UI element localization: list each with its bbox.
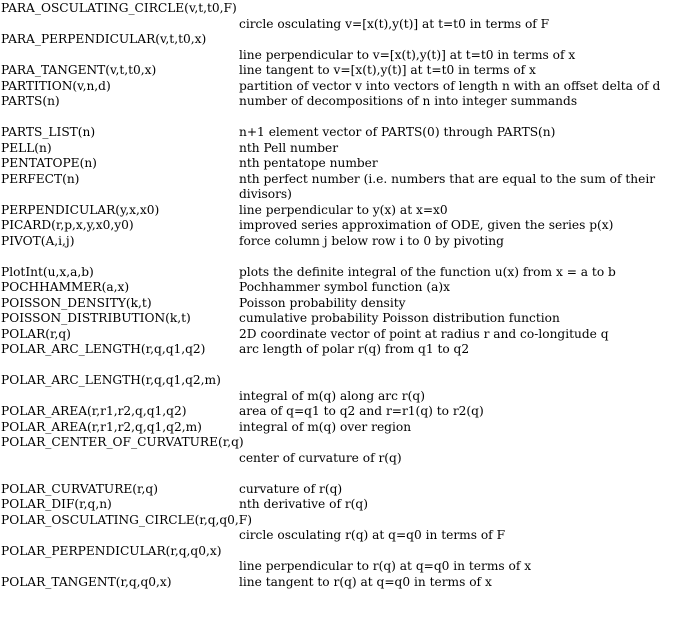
function-signature: PlotInt(u,x,a,b) (1, 264, 94, 279)
function-description: partition of vector v into vectors of length n with an offset delta of d (239, 78, 661, 93)
function-entry (1, 79, 689, 95)
function-description: nth derivative of r(q) (239, 497, 368, 511)
function-entry (1, 373, 689, 404)
function-signature: PARTITION(v,n,d) (1, 78, 111, 93)
function-description: line perpendicular to r(q) at q=q0 in terms of x (239, 559, 532, 573)
function-description: circle osculating v=[x(t),y(t)] at t=t0 in terms of F (239, 16, 550, 31)
function-entry (1, 575, 689, 591)
function-signature: PELL(n) (1, 140, 52, 155)
function-entry (1, 94, 689, 110)
function-signature: PARA_OSCULATING_CIRCLE(v,t,t0,F) (1, 1, 237, 15)
function-signature: POISSON_DISTRIBUTION(k,t) (1, 311, 191, 325)
function-entry (1, 311, 689, 327)
function-entry (1, 234, 689, 250)
function-signature: PARTS_LIST(n) (1, 125, 96, 139)
function-signature: POISSON_DENSITY(k,t) (1, 295, 152, 310)
function-description: Pochhammer symbol function (a)x (239, 280, 451, 294)
function-description: arc length of polar r(q) from q1 to q2 (239, 342, 470, 356)
function-entry (1, 218, 689, 234)
function-description: nth pentatope number (239, 156, 378, 170)
function-signature: PARA_PERPENDICULAR(v,t,t0,x) (1, 32, 207, 46)
function-description: nth Pell number (239, 140, 339, 155)
function-entry (1, 296, 689, 312)
function-signature: PICARD(r,p,x,y,x0,y0) (1, 218, 134, 232)
function-entry (1, 203, 689, 219)
function-description: center of curvature of r(q) (239, 450, 402, 465)
function-description: circle osculating r(q) at q=q0 in terms of F (239, 528, 506, 542)
function-description: line perpendicular to v=[x(t),y(t)] at t=t0 in terms of x (239, 47, 576, 62)
function-entry (1, 497, 689, 513)
function-entry (1, 327, 689, 343)
function-entry (1, 544, 689, 575)
function-description: plots the definite integral of the function u(x) from x = a to b (239, 264, 616, 279)
function-description: n+1 element vector of PARTS(0) through PARTS(n) (239, 125, 556, 139)
function-signature: POLAR_CENTER_OF_CURVATURE(r,q) (1, 435, 244, 449)
function-signature: POCHHAMMER(a,x) (1, 280, 130, 294)
function-signature: POLAR_AREA(r,r1,r2,q,q1,q2) (1, 404, 187, 418)
function-description: line perpendicular to y(x) at x=x0 (239, 202, 448, 217)
function-signature: POLAR_CURVATURE(r,q) (1, 481, 158, 496)
function-description: Poisson probability density (239, 295, 406, 310)
function-description: number of decompositions of n into integer summands (239, 94, 578, 108)
function-reference-list (1, 1, 689, 590)
function-signature: POLAR_PERPENDICULAR(r,q,q0,x) (1, 543, 222, 558)
function-description: integral of m(q) over region (239, 419, 412, 434)
function-signature: PERPENDICULAR(y,x,x0) (1, 202, 160, 217)
function-signature: POLAR(r,q) (1, 326, 71, 341)
function-entry (1, 342, 689, 358)
function-signature: POLAR_AREA(r,r1,r2,q,q1,q2,m) (1, 419, 202, 434)
function-signature: PARTS(n) (1, 94, 60, 108)
function-entry (1, 280, 689, 296)
function-entry (1, 32, 689, 63)
function-signature: POLAR_DIF(r,q,n) (1, 497, 112, 511)
function-signature: PIVOT(A,i,j) (1, 233, 75, 248)
function-description: improved series approximation of ODE, given the series p(x) (239, 218, 614, 232)
function-entry (1, 125, 689, 141)
function-signature: PERFECT(n) (1, 171, 80, 186)
function-description: 2D coordinate vector of point at radius r and co-longitude q (239, 326, 609, 341)
function-signature: PENTATOPE(n) (1, 156, 97, 170)
function-description: curvature of r(q) (239, 481, 343, 496)
function-description: cumulative probability Poisson distribution function (239, 311, 560, 325)
function-description: nth perfect number (i.e. numbers that are equal to the sum of their divisors) (239, 171, 656, 201)
function-description: force column j below row i to 0 by pivoting (239, 233, 504, 248)
function-entry (1, 265, 689, 281)
function-entry (1, 435, 689, 466)
function-signature: PARA_TANGENT(v,t,t0,x) (1, 63, 157, 77)
function-entry (1, 172, 689, 203)
function-description: area of q=q1 to q2 and r=r1(q) to r2(q) (239, 404, 484, 418)
function-signature: POLAR_OSCULATING_CIRCLE(r,q,q0,F) (1, 512, 253, 527)
function-entry (1, 404, 689, 420)
function-entry (1, 63, 689, 79)
function-signature: POLAR_ARC_LENGTH(r,q,q1,q2,m) (1, 373, 221, 387)
function-description: line tangent to v=[x(t),y(t)] at t=t0 in terms of x (239, 63, 536, 77)
function-description: integral of m(q) along arc r(q) (239, 388, 425, 403)
function-signature: POLAR_ARC_LENGTH(r,q,q1,q2) (1, 342, 206, 356)
function-entry (1, 420, 689, 436)
function-description: line tangent to r(q) at q=q0 in terms of x (239, 574, 492, 589)
function-entry (1, 141, 689, 157)
function-entry (1, 1, 689, 32)
function-entry (1, 156, 689, 172)
function-entry (1, 513, 689, 544)
function-signature: POLAR_TANGENT(r,q,q0,x) (1, 574, 172, 589)
function-entry (1, 482, 689, 498)
